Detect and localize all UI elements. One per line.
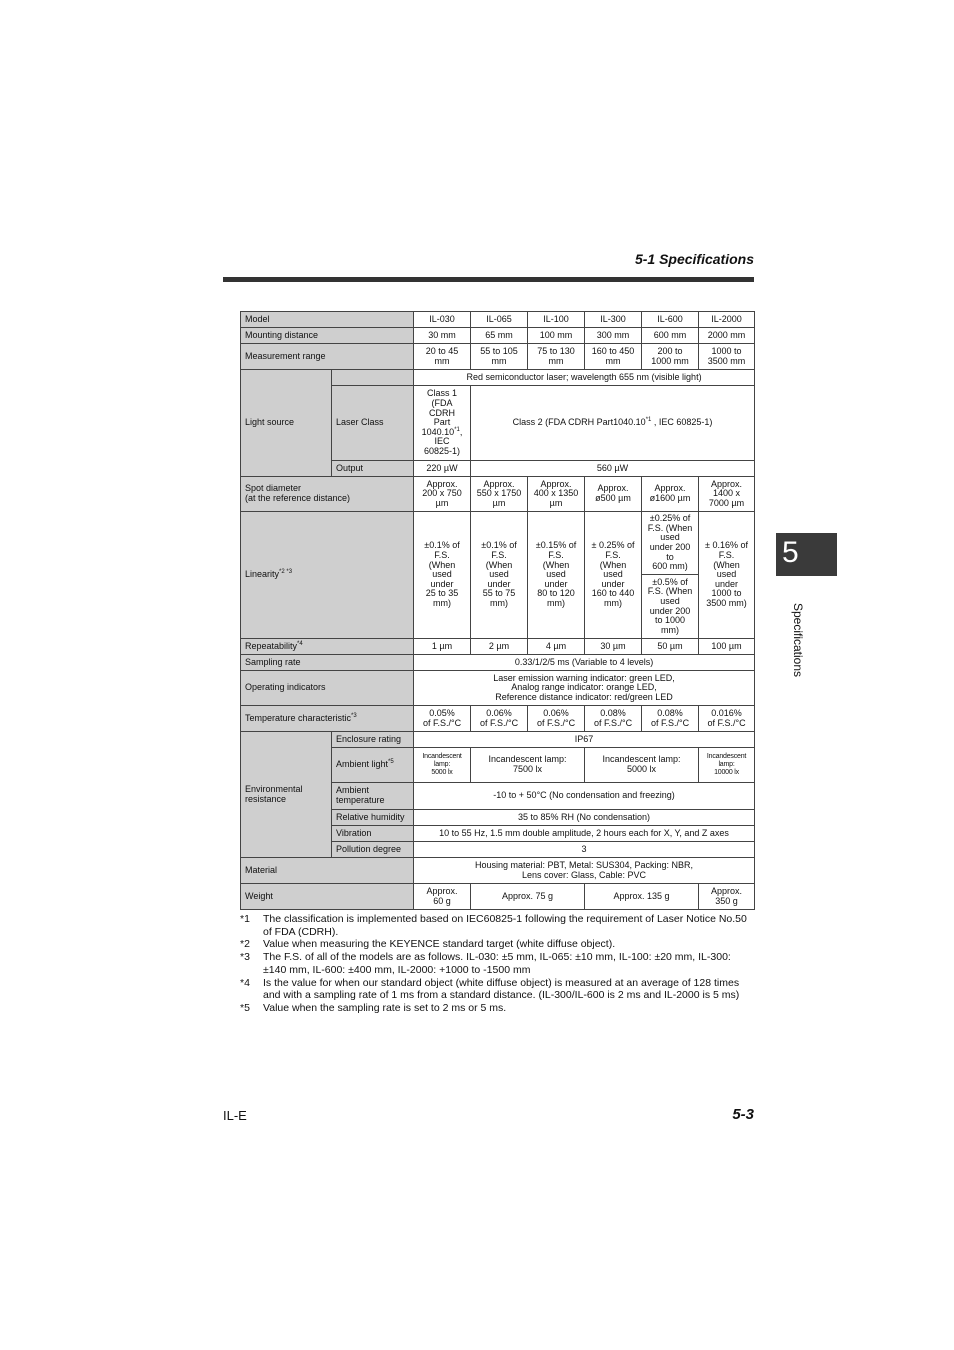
footnote-text: Value when measuring the KEYENCE standard target (white diffuse object). bbox=[263, 938, 616, 951]
footnote-mark: *5 bbox=[240, 1001, 250, 1014]
class1-text-end: , IEC 60825-1) bbox=[424, 426, 463, 456]
model-cell: IL-300 bbox=[585, 312, 642, 328]
environmental-resistance-label: Environmental resistance bbox=[241, 732, 332, 858]
measurement-range-cell: 1000 to 3500 mm bbox=[699, 344, 755, 370]
measurement-range-cell: 200 to 1000 mm bbox=[642, 344, 699, 370]
output-cell: 560 µW bbox=[471, 461, 755, 477]
mounting-distance-cell: 100 mm bbox=[528, 328, 585, 344]
row-linearity-a bbox=[241, 512, 755, 575]
relative-humidity-label: Relative humidity bbox=[332, 810, 414, 826]
footnote-mark: *3 bbox=[240, 951, 250, 964]
vibration-label: Vibration bbox=[332, 826, 414, 842]
weight-cell: Approx. 60 g bbox=[414, 884, 471, 910]
spot-diameter-cell: Approx. ø500 µm bbox=[585, 477, 642, 512]
repeatability-label bbox=[241, 639, 414, 655]
linearity-label-text: Linearity bbox=[245, 569, 280, 580]
footnote-text: Value when the sampling rate is set to 2 ms or 5 ms. bbox=[263, 1001, 507, 1014]
header-rule bbox=[223, 277, 754, 282]
spot-diameter-cell: Approx. 200 x 750 µm bbox=[414, 477, 471, 512]
light-source-description: Red semiconductor laser; wavelength 655 nm (visible light) bbox=[414, 370, 755, 386]
pollution-degree-label: Pollution degree bbox=[332, 842, 414, 858]
footnote-mark: *4 bbox=[240, 976, 250, 989]
enclosure-rating-cell: IP67 bbox=[414, 732, 755, 748]
measurement-range-cell: 20 to 45 mm bbox=[414, 344, 471, 370]
row-mounting-distance bbox=[241, 328, 755, 344]
repeatability-cell: 1 µm bbox=[414, 639, 471, 655]
footnote bbox=[240, 938, 756, 951]
mounting-distance-cell: 30 mm bbox=[414, 328, 471, 344]
ambient-light-label bbox=[332, 748, 414, 783]
spot-diameter-cell: Approx. 1400 x 7000 µm bbox=[699, 477, 755, 512]
operating-indicators-label: Operating indicators bbox=[241, 671, 414, 706]
linearity-cell: ±0.1% of F.S. (When used under 25 to 35 mm) bbox=[414, 512, 471, 639]
laser-class-label: Laser Class bbox=[332, 386, 414, 461]
temperature-label-text: Temperature characteristic bbox=[245, 712, 352, 723]
model-cell: IL-065 bbox=[471, 312, 528, 328]
linearity-cell: ± 0.25% of F.S. (When used under 160 to 440 mm) bbox=[585, 512, 642, 639]
temperature-cell: 0.08% of F.S./°C bbox=[642, 706, 699, 732]
linearity-cell: ±0.15% of F.S. (When used under 80 to 120 mm) bbox=[528, 512, 585, 639]
repeatability-sup: *4 bbox=[297, 640, 303, 647]
footnote bbox=[240, 977, 756, 1002]
ambient-light-cell: Incandescent lamp: 10000 lx bbox=[699, 748, 755, 783]
measurement-range-label: Measurement range bbox=[241, 344, 414, 370]
relative-humidity-cell: 35 to 85% RH (No condensation) bbox=[414, 810, 755, 826]
footnote-text: The F.S. of all of the models are as follows. IL-030: ±5 mm, IL-065: ±10 mm, IL-100: ±20 mm, IL-300: ±140 mm, IL-600: ±400 mm, IL-2000: +1000 to -1500 mm bbox=[263, 951, 731, 976]
spec-table bbox=[240, 311, 755, 910]
ambient-light-label-text: Ambient light bbox=[336, 759, 389, 770]
mounting-distance-cell: 300 mm bbox=[585, 328, 642, 344]
chapter-label: Specifications bbox=[791, 602, 805, 678]
row-temperature bbox=[241, 706, 755, 732]
measurement-range-cell: 55 to 105 mm bbox=[471, 344, 528, 370]
footer-manual-id: IL-E bbox=[223, 1108, 247, 1123]
output-cell: 220 µW bbox=[414, 461, 471, 477]
temperature-cell: 0.05% of F.S./°C bbox=[414, 706, 471, 732]
row-measurement-range bbox=[241, 344, 755, 370]
sampling-rate-cell: 0.33/1/2/5 ms (Variable to 4 levels) bbox=[414, 655, 755, 671]
linearity-cell: ±0.5% of F.S. (When used under 200 to 1000 mm) bbox=[642, 575, 699, 639]
weight-label: Weight bbox=[241, 884, 414, 910]
ambient-temperature-label: Ambient temperature bbox=[332, 783, 414, 810]
weight-cell: Approx. 350 g bbox=[699, 884, 755, 910]
laser-class-1-cell bbox=[414, 386, 471, 461]
spot-diameter-cell: Approx. ø1600 µm bbox=[642, 477, 699, 512]
footnote-text: The classification is implemented based on IEC60825-1 following the requirement of Laser Notice No.50 of FDA (CDRH). bbox=[263, 913, 747, 938]
ambient-light-sup: *5 bbox=[388, 759, 394, 766]
row-sampling-rate bbox=[241, 655, 755, 671]
footnotes bbox=[240, 913, 756, 1015]
class2-text-end: , IEC 60825-1) bbox=[651, 417, 713, 428]
linearity-sup: *2 *3 bbox=[279, 569, 293, 576]
row-repeatability bbox=[241, 639, 755, 655]
measurement-range-cell: 75 to 130 mm bbox=[528, 344, 585, 370]
temperature-cell: 0.06% of F.S./°C bbox=[528, 706, 585, 732]
model-cell: IL-2000 bbox=[699, 312, 755, 328]
sampling-rate-label: Sampling rate bbox=[241, 655, 414, 671]
enclosure-rating-label: Enclosure rating bbox=[332, 732, 414, 748]
chapter-tab bbox=[776, 533, 837, 576]
repeatability-cell: 50 µm bbox=[642, 639, 699, 655]
repeatability-cell: 2 µm bbox=[471, 639, 528, 655]
footnote bbox=[240, 1002, 756, 1015]
mounting-distance-cell: 2000 mm bbox=[699, 328, 755, 344]
repeatability-label-text: Repeatability bbox=[245, 640, 298, 651]
ambient-light-cell: Incandescent lamp: 5000 lx bbox=[585, 748, 699, 783]
linearity-cell: ±0.1% of F.S. (When used under 55 to 75 mm) bbox=[471, 512, 528, 639]
page-number: 5-3 bbox=[732, 1106, 754, 1123]
temperature-label bbox=[241, 706, 414, 732]
model-cell: IL-030 bbox=[414, 312, 471, 328]
mounting-distance-cell: 65 mm bbox=[471, 328, 528, 344]
row-spot-diameter bbox=[241, 477, 755, 512]
class1-sup: *1 bbox=[454, 426, 460, 433]
model-label: Model bbox=[241, 312, 414, 328]
section-title: 5-1 Specifications bbox=[634, 251, 754, 267]
class2-sup: *1 bbox=[645, 417, 652, 424]
footnote-text: Is the value for when our standard object (white diffuse object) is measured at an average of 128 times and with a sampling rate of 1 ms from a standard distance. (IL-300/IL-600 is 2 ms and IL-2000 is 5 ms) bbox=[263, 976, 740, 1002]
temperature-cell: 0.06% of F.S./°C bbox=[471, 706, 528, 732]
linearity-label bbox=[241, 512, 414, 639]
chapter-side-label bbox=[790, 596, 806, 686]
ambient-light-cell: Incandescent lamp: 7500 lx bbox=[471, 748, 585, 783]
ambient-light-cell: Incandescent lamp: 5000 lx bbox=[414, 748, 471, 783]
light-source-label: Light source bbox=[241, 370, 332, 477]
repeatability-cell: 4 µm bbox=[528, 639, 585, 655]
class1-text: Class 1 (FDA CDRH Part 1040.10 bbox=[421, 388, 458, 437]
measurement-range-cell: 160 to 450 mm bbox=[585, 344, 642, 370]
class2-text: Class 2 (FDA CDRH Part1040.10 bbox=[512, 417, 646, 428]
pollution-degree-cell: 3 bbox=[414, 842, 755, 858]
row-material bbox=[241, 858, 755, 884]
linearity-cell: ± 0.16% of F.S. (When used under 1000 to 3500 mm) bbox=[699, 512, 755, 639]
weight-cell: Approx. 135 g bbox=[585, 884, 699, 910]
vibration-cell: 10 to 55 Hz, 1.5 mm double amplitude, 2 hours each for X, Y, and Z axes bbox=[414, 826, 755, 842]
material-label: Material bbox=[241, 858, 414, 884]
repeatability-cell: 100 µm bbox=[699, 639, 755, 655]
footnote-mark: *2 bbox=[240, 938, 250, 951]
model-cell: IL-600 bbox=[642, 312, 699, 328]
row-light-source bbox=[241, 370, 755, 386]
temperature-cell: 0.016% of F.S./°C bbox=[699, 706, 755, 732]
material-cell: Housing material: PBT, Metal: SUS304, Packing: NBR, Lens cover: Glass, Cable: PVC bbox=[414, 858, 755, 884]
weight-cell: Approx. 75 g bbox=[471, 884, 585, 910]
row-weight bbox=[241, 884, 755, 910]
row-enclosure-rating bbox=[241, 732, 755, 748]
mounting-distance-label: Mounting distance bbox=[241, 328, 414, 344]
ambient-temperature-cell: -10 to + 50°C (No condensation and freezing) bbox=[414, 783, 755, 810]
repeatability-cell: 30 µm bbox=[585, 639, 642, 655]
model-cell: IL-100 bbox=[528, 312, 585, 328]
temperature-sup: *3 bbox=[351, 712, 357, 719]
linearity-cell: ±0.25% of F.S. (When used under 200 to 600 mm) bbox=[642, 512, 699, 575]
light-source-blank bbox=[332, 370, 414, 386]
row-model bbox=[241, 312, 755, 328]
spot-diameter-label: Spot diameter (at the reference distance) bbox=[241, 477, 414, 512]
mounting-distance-cell: 600 mm bbox=[642, 328, 699, 344]
operating-indicators-cell: Laser emission warning indicator: green LED, Analog range indicator: orange LED, Reference distance indicator: red/green LED bbox=[414, 671, 755, 706]
spot-diameter-cell: Approx. 550 x 1750 µm bbox=[471, 477, 528, 512]
temperature-cell: 0.08% of F.S./°C bbox=[585, 706, 642, 732]
row-operating-indicators bbox=[241, 671, 755, 706]
spot-diameter-cell: Approx. 400 x 1350 µm bbox=[528, 477, 585, 512]
footnote bbox=[240, 913, 756, 938]
chapter-number: 5 bbox=[782, 536, 799, 569]
output-label: Output bbox=[332, 461, 414, 477]
footnote bbox=[240, 951, 756, 976]
laser-class-2-cell bbox=[471, 386, 755, 461]
footnote-mark: *1 bbox=[240, 913, 250, 925]
